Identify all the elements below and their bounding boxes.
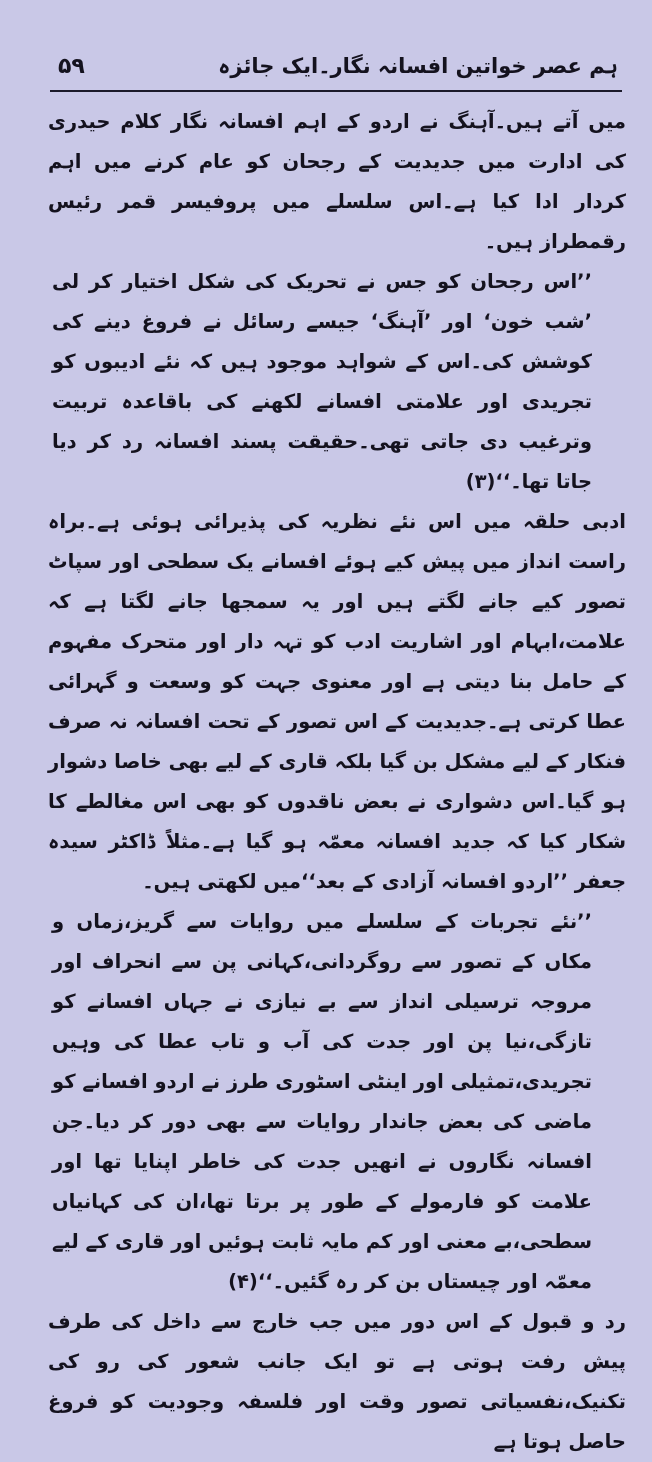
running-title: ہم عصر خواتین افسانہ نگار۔ایک جائزہ	[218, 54, 618, 78]
block-quote: ’’نئے تجربات کے سلسلے میں روایات سے گریز،زماں و مکاں کے تصور سے روگردانی،کہانی پن سے انحراف اور مروجہ ترسیلی انداز سے بے نیازی نے جہاں افسانے کو تازگی،نیا پن اور جدت کی آب و تاب عطا کی وہیں تجریدی،تمثیلی اور اینٹی اسٹوری طرز نے اردو افسانے کو ماضی کی بعض جاندار روایات سے بھی دور کر دیا۔جن افسانہ نگاروں نے انھیں جدت کی خاطر اپنایا تھا اور علامت کو فارمولے کے طور پر برتا تھا،ان کی کہانیاں سطحی،بے معنی اور کم مایہ ثابت ہوئیں اور قاری کے لیے معمّہ اور چیستاں بن کر رہ گئیں۔‘‘(۴)	[52, 910, 592, 1293]
paragraph: میں آتے ہیں۔آہنگ نے اردو کے اہم افسانہ نگار کلام حیدری کی ادارت میں جدیدیت کے رجحان کو عام کرنے میں اہم کردار ادا کیا ہے۔اس سلسلے میں پروفیسر قمر رئیس رقمطراز ہیں۔	[48, 110, 626, 253]
book-page	[40, 40, 630, 1453]
page-number: ۵۹	[58, 54, 85, 79]
header-rule	[50, 90, 622, 92]
body-text	[48, 102, 626, 1462]
paragraph: رد و قبول کے اس دور میں جب خارج سے داخل کی طرف پیش رفت ہوتی ہے تو ایک جانب شعور کی رو کی تکنیک،نفسیاتی تصور وقت اور فلسفہ وجودیت کو فروغ حاصل ہوتا ہے	[48, 1310, 626, 1453]
block-quote: ’’اس رجحان کو جس نے تحریک کی شکل اختیار کر لی ’شب خون‘ اور ’آہنگ‘ جیسے رسائل نے فروغ دینے کی کوشش کی۔اس کے شواہد موجود ہیں کہ نئے ادیبوں کو تجریدی اور علامتی افسانے لکھنے کی باقاعدہ تربیت وترغیب دی جاتی تھی۔حقیقت پسند افسانہ رد کر دیا جاتا تھا۔‘‘(۳)	[52, 270, 592, 493]
paragraph: ادبی حلقہ میں اس نئے نظریہ کی پذیرائی ہوئی ہے۔براہ راست انداز میں پیش کیے ہوئے افسانے یک سطحی اور سپاٹ تصور کیے جانے لگتے ہیں اور یہ سمجھا جانے لگتا ہے کہ علامت،ابہام اور اشاریت ادب کو تہہ دار اور متحرک مفہوم کے حامل بنا دیتی ہے اور معنوی جہت کو وسعت و گہرائی عطا کرتی ہے۔جدیدیت کے اس تصور کے تحت افسانہ نہ صرف فنکار کے لیے مشکل بن گیا بلکہ قاری کے لیے بھی خاصا دشوار ہو گیا۔اس دشواری نے بعض ناقدوں کو بھی اس مغالطے کا شکار کیا کہ جدید افسانہ معمّہ ہو گیا ہے۔مثلاً ڈاکٹر سیدہ جعفر ’’اردو افسانہ آزادی کے بعد‘‘میں لکھتی ہیں۔	[48, 510, 626, 893]
page-header	[40, 48, 630, 92]
